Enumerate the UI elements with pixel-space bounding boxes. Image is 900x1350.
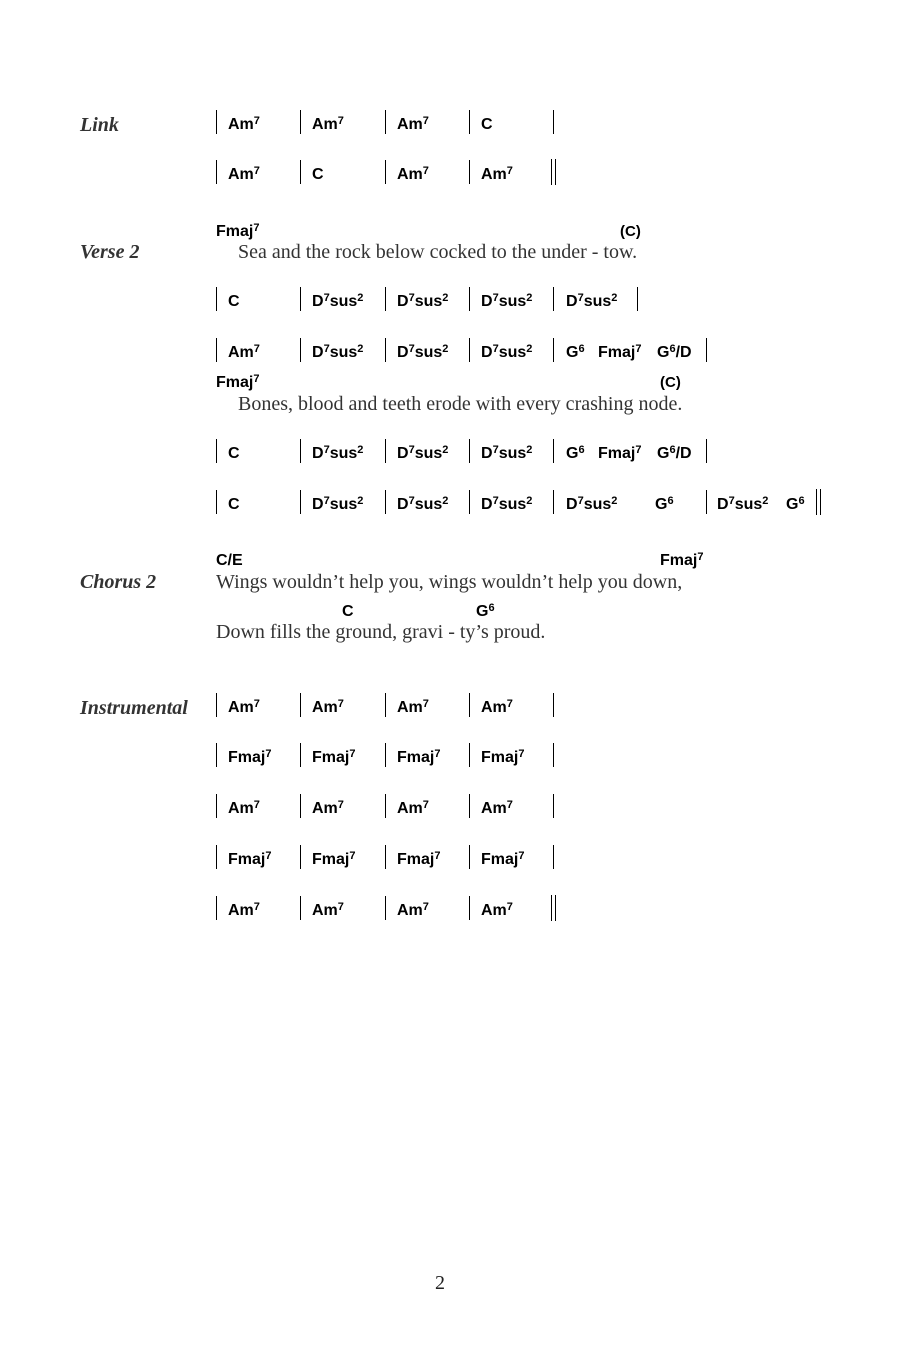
chord-symbol: C: [228, 293, 240, 310]
chord-symbol: Am$^7$: [228, 698, 260, 716]
bar-line: [216, 490, 217, 514]
bar-line: [553, 794, 554, 818]
chord-symbol: $G^6$: [655, 495, 674, 513]
page-number: 2: [435, 1272, 445, 1294]
bar-line: [216, 743, 217, 767]
chord-symbol: Fmaj$^7$: [312, 748, 356, 766]
bar-line: [385, 693, 386, 717]
chord-symbol: $D^7sus^2$: [397, 292, 449, 310]
bar-line: [469, 287, 470, 311]
bar-line: [300, 693, 301, 717]
bar-line: [385, 490, 386, 514]
bar-line: [216, 794, 217, 818]
chord-symbol: Am$^7$: [481, 901, 513, 919]
chord-symbol: $D^7sus^2$: [566, 495, 618, 513]
chord-symbol: $D^7sus^2$: [481, 292, 533, 310]
chord-symbol: Am$^7$: [397, 799, 429, 817]
chord-symbol: Fmaj$^7$: [397, 850, 441, 868]
chord-symbol: $D^7sus^2$: [312, 343, 364, 361]
lyric-chord: Fmaj$^7$: [660, 551, 704, 569]
bar-line: [469, 896, 470, 920]
bar-line: [469, 794, 470, 818]
bar-line: [300, 794, 301, 818]
bar-line: [553, 743, 554, 767]
bar-line: [216, 845, 217, 869]
bar-line: [553, 693, 554, 717]
chord-symbol: Fmaj$^7$: [481, 748, 525, 766]
lyric-line: Sea and the rock below cocked to the under - tow.: [238, 241, 638, 263]
lyric-chord: $G^6$: [476, 602, 495, 620]
chord-symbol: Am$^7$: [228, 343, 260, 361]
chord-symbol: $D^7sus^2$: [397, 444, 449, 462]
chord-symbol: Am$^7$: [312, 115, 344, 133]
section-label-instrumental: Instrumental: [80, 697, 188, 719]
bar-line: [216, 693, 217, 717]
chord-symbol: $G^6/D$: [657, 343, 692, 361]
bar-line: [216, 160, 217, 184]
bar-line: [300, 490, 301, 514]
chord-symbol: Fmaj$^7$: [598, 343, 642, 361]
chord-symbol: $D^7sus^2$: [717, 495, 769, 513]
bar-line: [385, 743, 386, 767]
chord-symbol: Am$^7$: [228, 799, 260, 817]
bar-line: [469, 693, 470, 717]
chord-symbol: $D^7sus^2$: [397, 343, 449, 361]
section-label-link: Link: [80, 114, 119, 136]
lyric-chord: C/E: [216, 552, 243, 569]
chord-symbol: $D^7sus^2$: [397, 495, 449, 513]
bar-line: [469, 743, 470, 767]
bar-line: [469, 160, 470, 184]
bar-line: [469, 439, 470, 463]
chord-symbol: C: [228, 445, 240, 462]
final-double-bar-line: [551, 895, 556, 921]
chord-symbol: $D^7sus^2$: [481, 343, 533, 361]
bar-line: [553, 110, 554, 134]
chord-symbol: Am$^7$: [397, 901, 429, 919]
bar-line: [300, 160, 301, 184]
bar-line: [553, 287, 554, 311]
chord-symbol: C: [228, 496, 240, 513]
chord-symbol: $D^7sus^2$: [481, 495, 533, 513]
lyric-chord: (C): [660, 374, 681, 391]
bar-line: [300, 845, 301, 869]
section-label-verse-2: Verse 2: [80, 241, 140, 263]
lyric-line: Wings wouldn’t help you, wings wouldn’t help you down,: [216, 571, 683, 593]
lyric-chord: (C): [620, 223, 641, 240]
chord-symbol: Am$^7$: [312, 799, 344, 817]
chord-symbol: Fmaj$^7$: [312, 850, 356, 868]
chord-symbol: $G^6/D$: [657, 444, 692, 462]
chord-symbol: Am$^7$: [397, 698, 429, 716]
bar-line: [553, 845, 554, 869]
bar-line: [385, 439, 386, 463]
bar-line: [385, 160, 386, 184]
bar-line: [216, 110, 217, 134]
chord-symbol: Am$^7$: [481, 165, 513, 183]
section-label-chorus-2: Chorus 2: [80, 571, 157, 593]
bar-line: [300, 287, 301, 311]
chord-symbol: Am$^7$: [228, 165, 260, 183]
chord-symbol: $G^6$: [566, 343, 585, 361]
bar-line: [300, 896, 301, 920]
bar-line: [553, 439, 554, 463]
chord-symbol: $D^7sus^2$: [312, 444, 364, 462]
chord-symbol: $G^6$: [786, 495, 805, 513]
chord-symbol: Fmaj$^7$: [397, 748, 441, 766]
chord-symbol: $D^7sus^2$: [312, 292, 364, 310]
lyric-chord: Fmaj$^7$: [216, 222, 260, 240]
chord-symbol: Am$^7$: [312, 698, 344, 716]
bar-line: [706, 439, 707, 463]
chord-symbol: Fmaj$^7$: [228, 748, 272, 766]
final-double-bar-line: [816, 489, 821, 515]
bar-line: [469, 338, 470, 362]
lyric-chord: C: [342, 603, 354, 620]
bar-line: [553, 338, 554, 362]
lyric-line: Down fills the ground, gravi - ty’s proud.: [216, 621, 546, 643]
bar-line: [300, 439, 301, 463]
chord-symbol: Am$^7$: [397, 115, 429, 133]
chord-symbol: Am$^7$: [228, 115, 260, 133]
bar-line: [216, 439, 217, 463]
bar-line: [469, 845, 470, 869]
bar-line: [469, 490, 470, 514]
chord-symbol: Am$^7$: [397, 165, 429, 183]
bar-line: [216, 287, 217, 311]
bar-line: [216, 338, 217, 362]
bar-line: [385, 845, 386, 869]
bar-line: [637, 287, 638, 311]
chord-symbol: C: [312, 166, 324, 183]
bar-line: [553, 490, 554, 514]
bar-line: [300, 743, 301, 767]
chord-symbol: Am$^7$: [228, 901, 260, 919]
chord-symbol: $G^6$: [566, 444, 585, 462]
bar-line: [385, 896, 386, 920]
chord-symbol: Fmaj$^7$: [228, 850, 272, 868]
bar-line: [385, 338, 386, 362]
lyric-line: Bones, blood and teeth erode with every crashing node.: [238, 393, 683, 415]
chord-symbol: $D^7sus^2$: [566, 292, 618, 310]
bar-line: [216, 896, 217, 920]
bar-line: [385, 794, 386, 818]
chord-symbol: Fmaj$^7$: [598, 444, 642, 462]
bar-line: [300, 338, 301, 362]
lyric-chord: Fmaj$^7$: [216, 373, 260, 391]
bar-line: [706, 338, 707, 362]
bar-line: [706, 490, 707, 514]
chord-symbol: Am$^7$: [481, 698, 513, 716]
bar-line: [300, 110, 301, 134]
chord-symbol: Am$^7$: [481, 799, 513, 817]
final-double-bar-line: [551, 159, 556, 185]
chord-symbol: Am$^7$: [312, 901, 344, 919]
chord-symbol: C: [481, 116, 493, 133]
chord-symbol: Fmaj$^7$: [481, 850, 525, 868]
chord-symbol: $D^7sus^2$: [481, 444, 533, 462]
bar-line: [385, 110, 386, 134]
bar-line: [469, 110, 470, 134]
bar-line: [385, 287, 386, 311]
chord-symbol: $D^7sus^2$: [312, 495, 364, 513]
